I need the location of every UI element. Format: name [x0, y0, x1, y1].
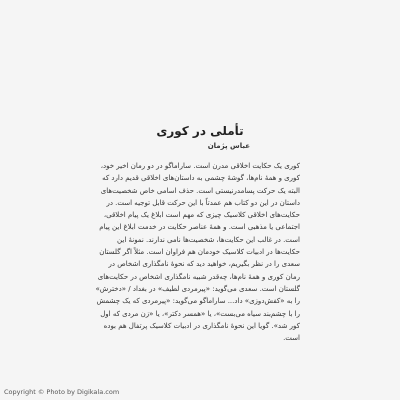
body-line: حکایت‌های اخلاقی کلاسیک چیزی که مهم است ابلاغ یک پیام اخلاقی، [103, 211, 300, 220]
body-line: است. در غالب این حکایت‌ها، شخصیت‌ها نامی ندارند. نمونهٔ این [117, 235, 300, 244]
body-line: البته یک حرکت پسامدرنیستی است. حذف اسامی خاص شخصیت‌های [100, 186, 300, 195]
body-line: داستان در این دو کتاب هم عمدتاً با این حرکت قابل توجیه است. در [106, 198, 300, 207]
author-name: عباس پژمان [207, 142, 250, 150]
body-line: سعدی را در نظر بگیریم، خواهید دید که نحوهٔ نامگذاری اشخاص در [108, 260, 300, 269]
body-line: کوری یک حکایت اخلاقی مدرن است. ساراماگو در دو رمان اخیر خود، [100, 162, 300, 170]
body-line: را به «کفش‌دوزی» داد... ساراماگو می‌گوید: «پیرمردی که یک چشمش [96, 297, 300, 306]
body-line: کوری و همهٔ نام‌ها، گوشهٔ چشمی به داستان‌های اخلاقی قدیم دارد که [102, 174, 300, 183]
body-line: را با چشم‌بند سیاه می‌بست»، یا «همسر دکتر»، یا «زن مردی که اول [100, 309, 300, 318]
body-text [95, 160, 300, 344]
body-line: اجتماعی یا مذهبی است. و همهٔ عناصر حکایت در خدمت ابلاغ این پیام [99, 223, 300, 232]
body-line: حکایت‌ها در ادبیات کلاسیک خودمان هم فراوان است. مثلاً اگر گلستان [99, 248, 300, 257]
copyright-notice: Copyright © Photo by Digikala.com [4, 388, 120, 396]
chapter-title: تأملی در کوری [156, 124, 244, 138]
body-line: رمان کوری و همهٔ نام‌ها، چه‌قدر شبیه نامگذاری اشخاص در حکایت‌های [97, 272, 300, 281]
body-line: است. [283, 334, 300, 343]
body-line: کور شد». گویا این نحوهٔ نامگذاری در ادبیات کلاسیک پرتفال هم بوده [103, 321, 300, 330]
body-line: گلستان است. سعدی می‌گوید: «پیرمردی لطیف» در بغداد / «دخترش» [95, 284, 300, 293]
